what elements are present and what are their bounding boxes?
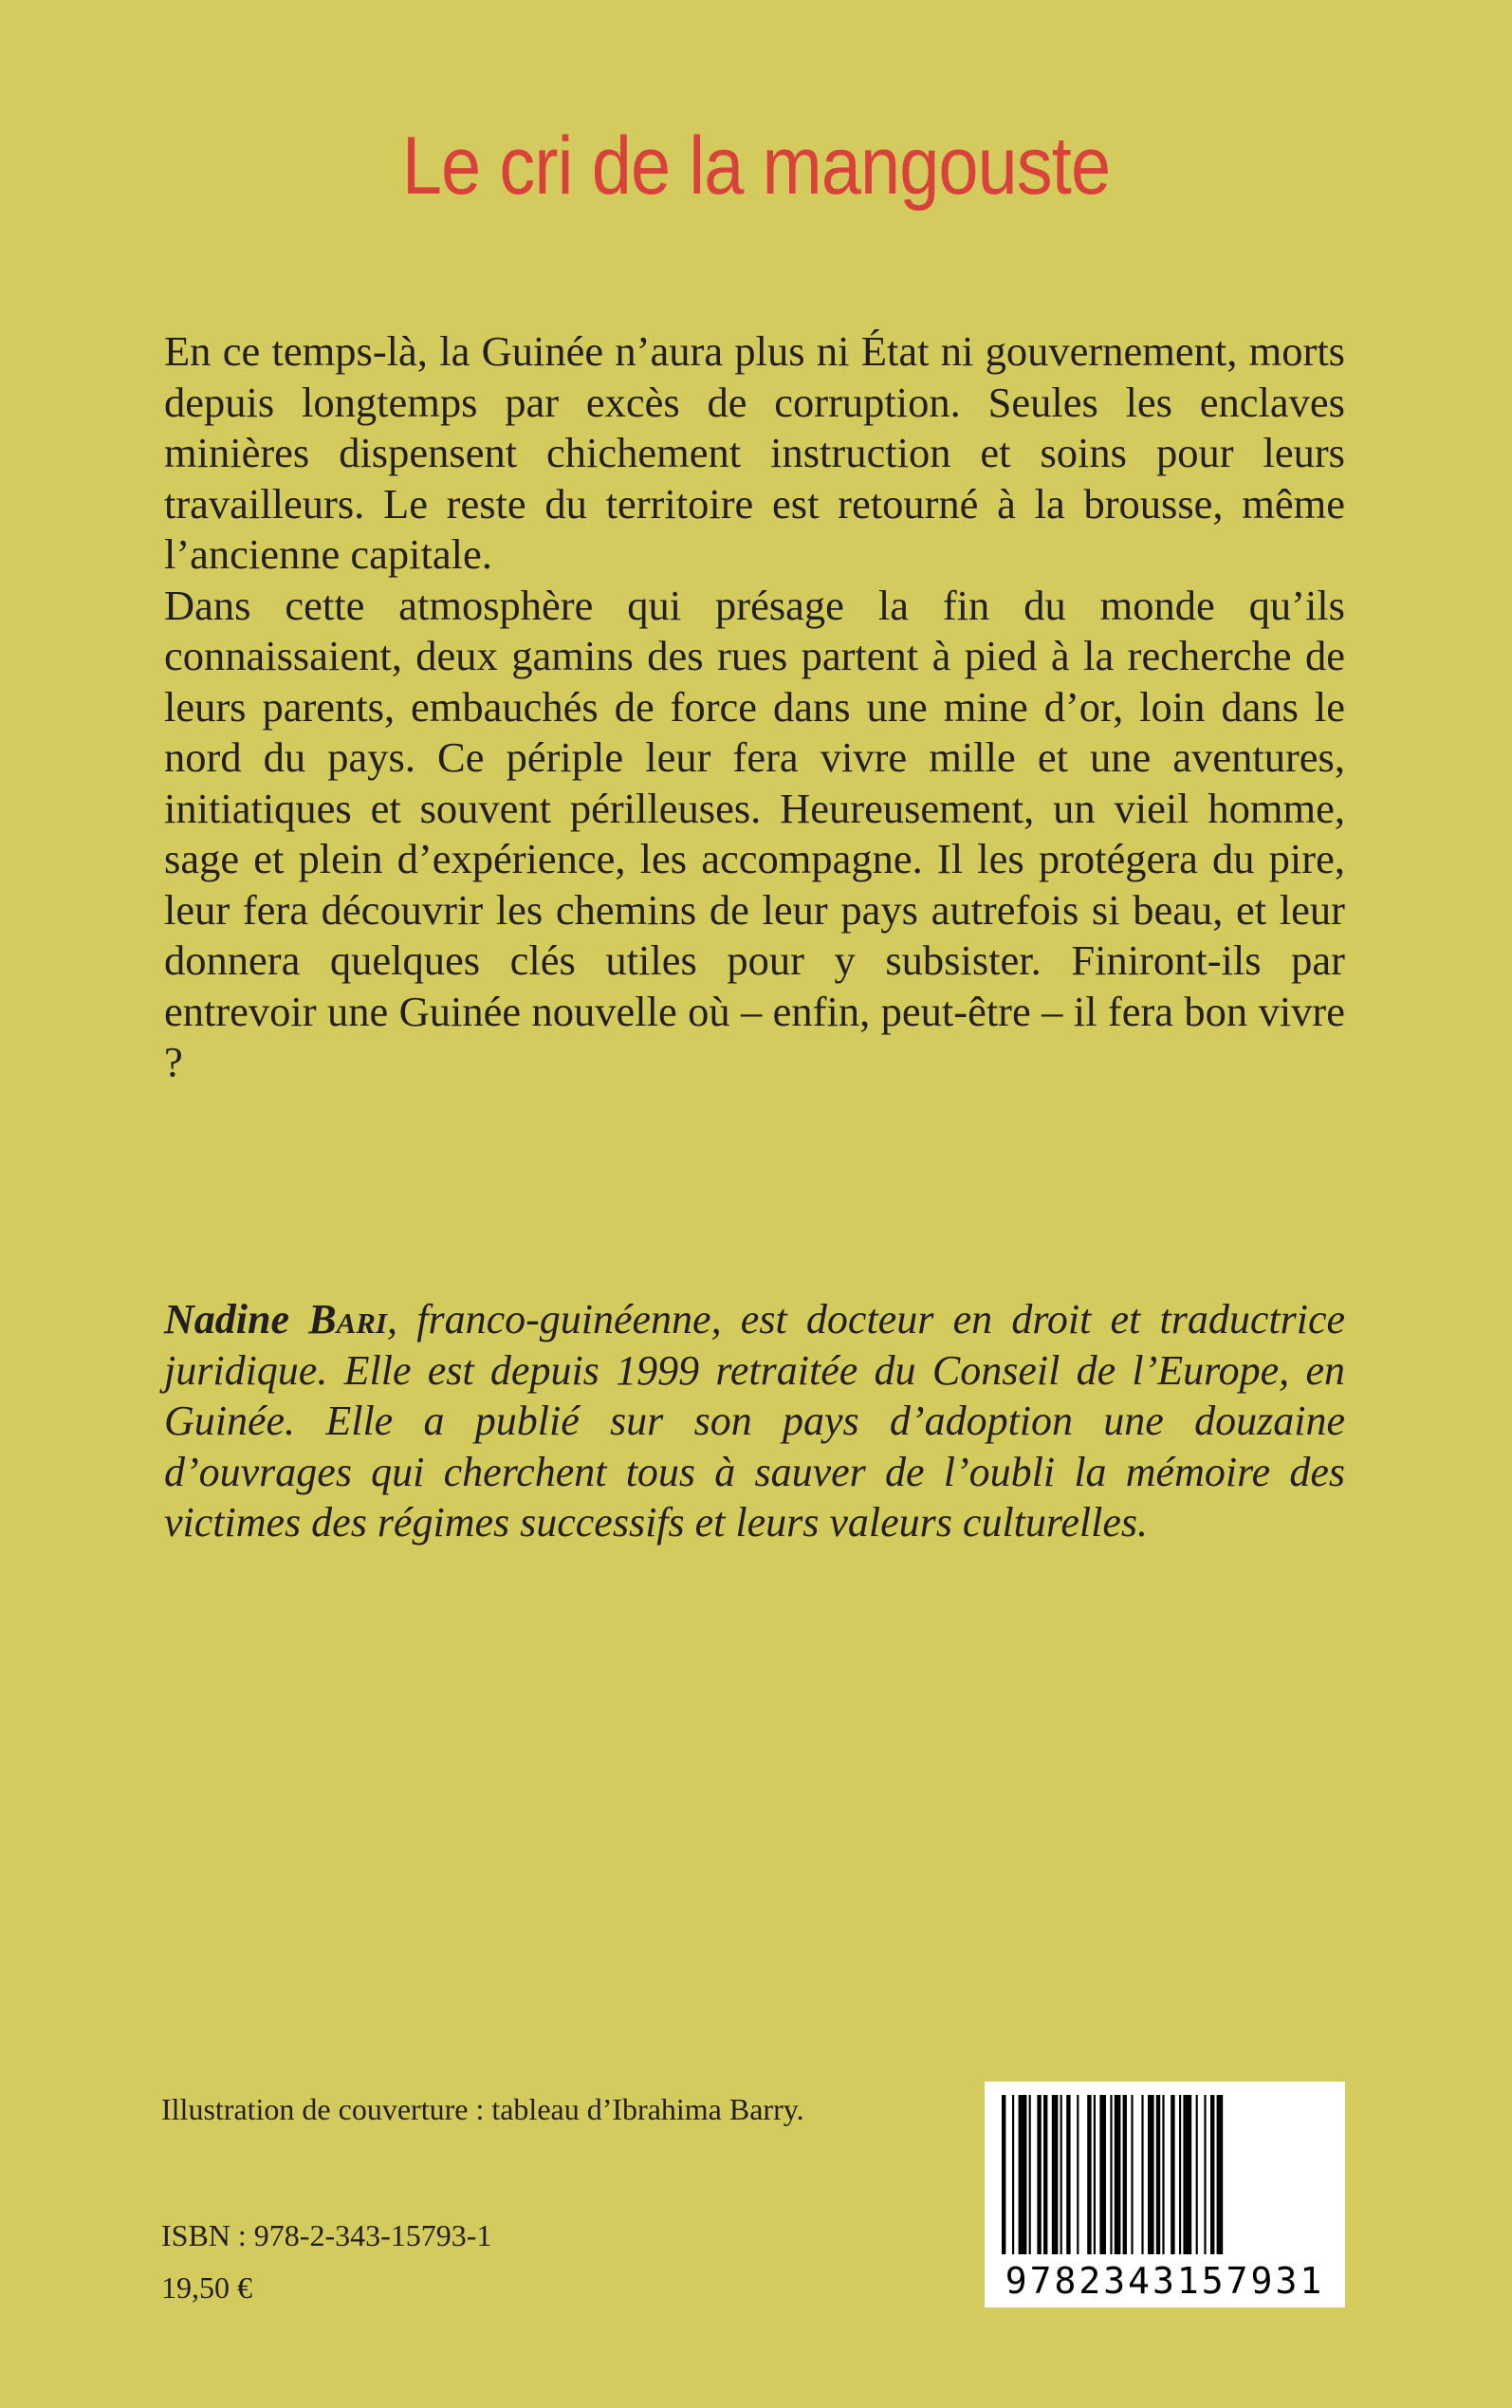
- price: 19,50 €: [161, 2270, 252, 2305]
- author-bio: [164, 1294, 1345, 1548]
- barcode-bar: [1162, 2095, 1164, 2254]
- barcode-bar: [1002, 2095, 1005, 2254]
- book-title: Le cri de la mangouste: [401, 120, 1111, 212]
- barcode-bar: [1019, 2095, 1027, 2254]
- barcode-digits: 9782343157931: [1005, 2260, 1325, 2302]
- barcode-bar: [1087, 2095, 1091, 2254]
- barcode-bar: [1183, 2095, 1191, 2254]
- summary-text: [164, 326, 1345, 1088]
- summary-paragraph-1: En ce temps-là, la Guinée n’aura plus ni État ni gouvernement, morts depuis longtemps par excès de corruption. Seules les enclaves minières dispensent chichement instruction et soins pour leurs travailleurs. Le reste du territoire est retourné à la brousse, même l’ancienne capitale.: [164, 327, 1345, 578]
- barcode-bar: [1077, 2095, 1079, 2254]
- barcode-bar: [1012, 2095, 1014, 2254]
- barcode-bar: [1043, 2095, 1047, 2254]
- barcode-bar: [1123, 2095, 1127, 2254]
- barcode-bar: [1148, 2095, 1154, 2254]
- author-bio-text: , franco-guinéenne, est docteur en droit et traductrice juridique. Elle est depuis 1999 retraitée du Conseil de l’Europe, en Guinée. Elle a publié sur son pays d’adoption une douzaine d’ouvrages qui cherchent tous à sauver de l’oubli la mémoire des victimes des régimes successifs et leurs valeurs culturelles.: [164, 1296, 1345, 1546]
- barcode-bar: [1066, 2095, 1070, 2254]
- barcode-bar: [1131, 2095, 1133, 2254]
- isbn: ISBN : 978-2-343-15793-1: [161, 2218, 492, 2252]
- barcode-bars: [985, 2082, 1345, 2262]
- barcode-bar: [1141, 2095, 1143, 2254]
- barcode-bar: [1179, 2095, 1181, 2254]
- barcode-bar: [1037, 2095, 1041, 2254]
- barcode-bar: [1052, 2095, 1059, 2254]
- barcode-bar: [1060, 2095, 1062, 2254]
- author-first-name: Nadine: [164, 1296, 289, 1343]
- barcode-bar: [1029, 2095, 1031, 2254]
- barcode-bar: [1110, 2095, 1112, 2254]
- barcode-bar: [1115, 2095, 1121, 2254]
- cover-illustration-credit: Illustration de couverture : tableau d’Ibrahima Barry.: [161, 2092, 804, 2126]
- barcode-bar: [1210, 2095, 1214, 2254]
- barcode-bar: [1204, 2095, 1206, 2254]
- summary-paragraph-2: Dans cette atmosphère qui présage la fin du monde qu’ils connaissaient, deux gamins des rues partent à pied à la recherche de leurs parents, embauchés de force dans une mine d’or, loin dans le nord du pays. Ce périple leur fera vivre mille et une aventures, initiatiques et souvent périlleuses. Heureusement, un vieil homme, sage et plein d’expérience, les accompagne. Il les protégera du pire, leur fera découvrir les chemins de leur pays autrefois si beau, et leur donnera quelques clés utiles pour y subsister. Finiront-ils par entrevoir une Guinée nouvelle où – enfin, peut-être – il fera bon vivre ?: [164, 581, 1345, 1085]
- barcode-bar: [1171, 2095, 1174, 2254]
- barcode: [985, 2082, 1345, 2307]
- barcode-bar: [1156, 2095, 1160, 2254]
- author-last-name: Bari: [308, 1296, 387, 1343]
- barcode-bar: [1217, 2095, 1224, 2254]
- barcode-bar: [1099, 2095, 1106, 2254]
- barcode-bar: [1094, 2095, 1096, 2254]
- barcode-bar: [1196, 2095, 1198, 2254]
